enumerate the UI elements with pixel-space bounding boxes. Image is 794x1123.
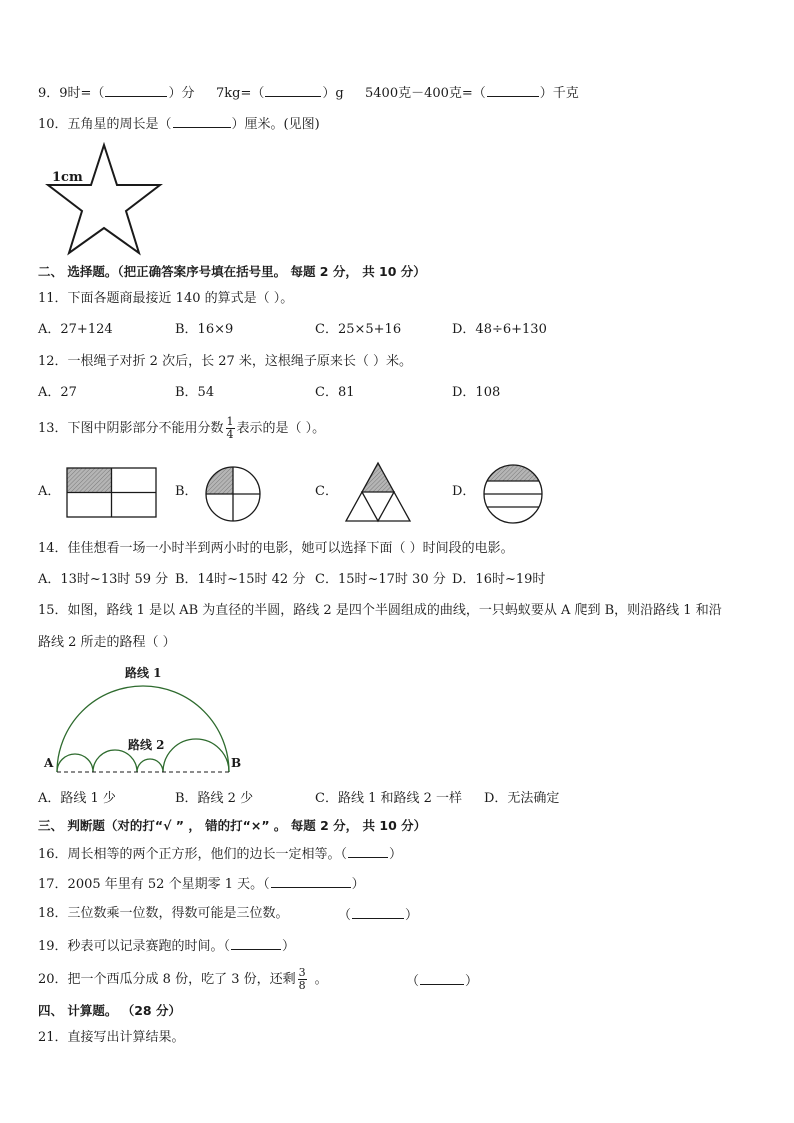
q9-unit-1: ）分: [168, 86, 195, 101]
q15-option-b[interactable]: B．路线 2 少: [175, 791, 254, 806]
q16-close: ）: [389, 847, 403, 862]
q14-stem: 14．佳佳想看一场一小时半到两小时的电影，她可以选择下面（ ）时间段的电影。: [38, 541, 514, 556]
q10-suffix: ）厘米。(见图): [231, 117, 320, 132]
q9-unit-2: ）g: [322, 86, 344, 101]
q11-option-c[interactable]: C．25×5+16: [315, 322, 402, 337]
q11-option-d[interactable]: D．48÷6+130: [452, 322, 547, 337]
question-17: [38, 875, 365, 893]
q10-prefix: 10．五角星的周长是（: [38, 117, 172, 132]
q9-blank-2[interactable]: [265, 84, 321, 97]
q15-option-d[interactable]: D．无法确定: [484, 791, 560, 806]
route-2-arc-3: [137, 759, 163, 772]
q17-text: 17．2005 年里有 52 个星期零 1 天。（: [38, 877, 270, 892]
point-b-label: B: [231, 756, 242, 770]
q9-part2-prefix: 7kg=（: [216, 86, 265, 101]
route-2-arc-1: [57, 754, 93, 772]
q13-frac-denominator: 4: [226, 428, 234, 441]
q20-blank[interactable]: [420, 972, 464, 985]
q13-stem: [38, 414, 325, 444]
q12-option-c[interactable]: C．81: [315, 385, 355, 400]
q9-blank-1[interactable]: [105, 84, 167, 97]
q13-stem-before: 13．下图中阴影部分不能用分数: [38, 421, 224, 436]
q11-option-b[interactable]: B．16×9: [175, 322, 234, 337]
question-9-part-2: [216, 84, 344, 102]
q18-open: （: [338, 908, 352, 923]
q20-close: ）: [465, 974, 479, 989]
q13-figure-c-triangle[interactable]: [344, 461, 412, 523]
q15-option-c[interactable]: C．路线 1 和路线 2 一样: [315, 791, 463, 806]
star-shape: [48, 145, 160, 253]
q15-route-figure: [40, 662, 250, 774]
q12-option-a[interactable]: A．27: [38, 385, 77, 400]
q20-after: 。: [314, 972, 328, 987]
question-9-part-3: [365, 84, 579, 102]
q9-prefix: 9．9时=（: [38, 86, 105, 101]
question-19: [38, 937, 295, 955]
q16-blank[interactable]: [348, 845, 388, 858]
q13-stem-after: 表示的是（ ）。: [236, 421, 326, 436]
q13-option-d-label[interactable]: D．: [452, 484, 476, 499]
q14-option-b[interactable]: B．14时~15时 42 分: [175, 572, 306, 587]
q19-blank[interactable]: [231, 937, 281, 950]
q13-option-b-label[interactable]: B．: [175, 484, 198, 499]
q9-unit-3: ）千克: [539, 86, 579, 101]
section-4-title: 四、 计算题。 （28 分）: [38, 1003, 181, 1018]
q14-option-c[interactable]: C．15时~17时 30 分: [315, 572, 446, 587]
q11-option-a[interactable]: A．27+124: [38, 322, 113, 337]
q13-frac-numerator: 1: [226, 415, 234, 428]
q12-option-d[interactable]: D．108: [452, 385, 501, 400]
q10-blank[interactable]: [173, 115, 231, 128]
question-9: [38, 84, 194, 102]
question-20-answer: [406, 972, 478, 990]
star-length-label: 1cm: [52, 170, 83, 185]
q18-blank[interactable]: [352, 906, 404, 919]
star-figure: [44, 142, 168, 258]
q21-text: 21．直接写出计算结果。: [38, 1030, 185, 1045]
q20-frac-numerator: 3: [298, 966, 306, 979]
q13-option-c-label[interactable]: C．: [315, 484, 338, 499]
q15-stem-line-1: 15．如图，路线 1 是以 AB 为直径的半圆，路线 2 是四个半圆组成的曲线，一只蚂蚁要从 A 爬到 B，则沿路线 1 和沿: [38, 603, 722, 618]
q12-stem: 12．一根绳子对折 2 次后，长 27 米，这根绳子原来长（ ）米。: [38, 354, 413, 369]
q20-fraction: [298, 967, 307, 992]
q18-text: 18．三位数乘一位数，得数可能是三位数。: [38, 906, 289, 921]
q13-figure-a-rectangle[interactable]: [66, 467, 158, 519]
q12-option-b[interactable]: B．54: [175, 385, 215, 400]
q20-frac-denominator: 8: [298, 979, 306, 992]
q19-text: 19．秒表可以记录赛跑的时间。（: [38, 939, 231, 954]
q19-close: ）: [282, 939, 296, 954]
q14-option-a[interactable]: A．13时~13时 59 分: [38, 572, 169, 587]
q17-close: ）: [351, 877, 365, 892]
route-2-arc-2: [93, 750, 137, 772]
q14-option-d[interactable]: D．16时~19时: [452, 572, 546, 587]
point-a-label: A: [44, 756, 54, 770]
question-16: [38, 845, 402, 863]
q11-stem: 11．下面各题商最接近 140 的算式是（ ）。: [38, 291, 294, 306]
q20-open: （: [406, 974, 420, 989]
q13-fraction: [226, 416, 235, 441]
question-18: [38, 906, 289, 922]
route-1-arc: [57, 686, 229, 772]
question-20: [38, 965, 328, 995]
q15-stem-line-2: 路线 2 所走的路程（ ）: [38, 635, 176, 650]
q16-text: 16．周长相等的两个正方形，他们的边长一定相等。（: [38, 847, 348, 862]
section-3-title: 三、 判断题（对的打“√ ” ， 错的打“×” 。 每题 2 分， 共 10 分）: [38, 818, 427, 833]
route-1-label: 路线 1: [125, 666, 162, 680]
route-2-label: 路线 2: [128, 738, 165, 752]
q18-close: ）: [405, 908, 419, 923]
q13-figure-d-circle-strips[interactable]: [482, 463, 544, 525]
q13-option-a-label[interactable]: A．: [38, 484, 61, 499]
route-2-arc-4: [163, 739, 229, 772]
question-10: [38, 115, 320, 133]
q17-blank[interactable]: [271, 875, 351, 888]
q15-option-a[interactable]: A．路线 1 少: [38, 791, 116, 806]
q20-text: 20．把一个西瓜分成 8 份，吃了 3 份，还剩: [38, 972, 296, 987]
q9-part3-prefix: 5400克－400克=（: [365, 86, 486, 101]
q13-figure-b-circle[interactable]: [204, 465, 262, 523]
q9-blank-3[interactable]: [487, 84, 539, 97]
question-18-answer: [338, 906, 418, 924]
section-2-title: 二、 选择题。（把正确答案序号填在括号里。 每题 2 分， 共 10 分）: [38, 264, 426, 279]
